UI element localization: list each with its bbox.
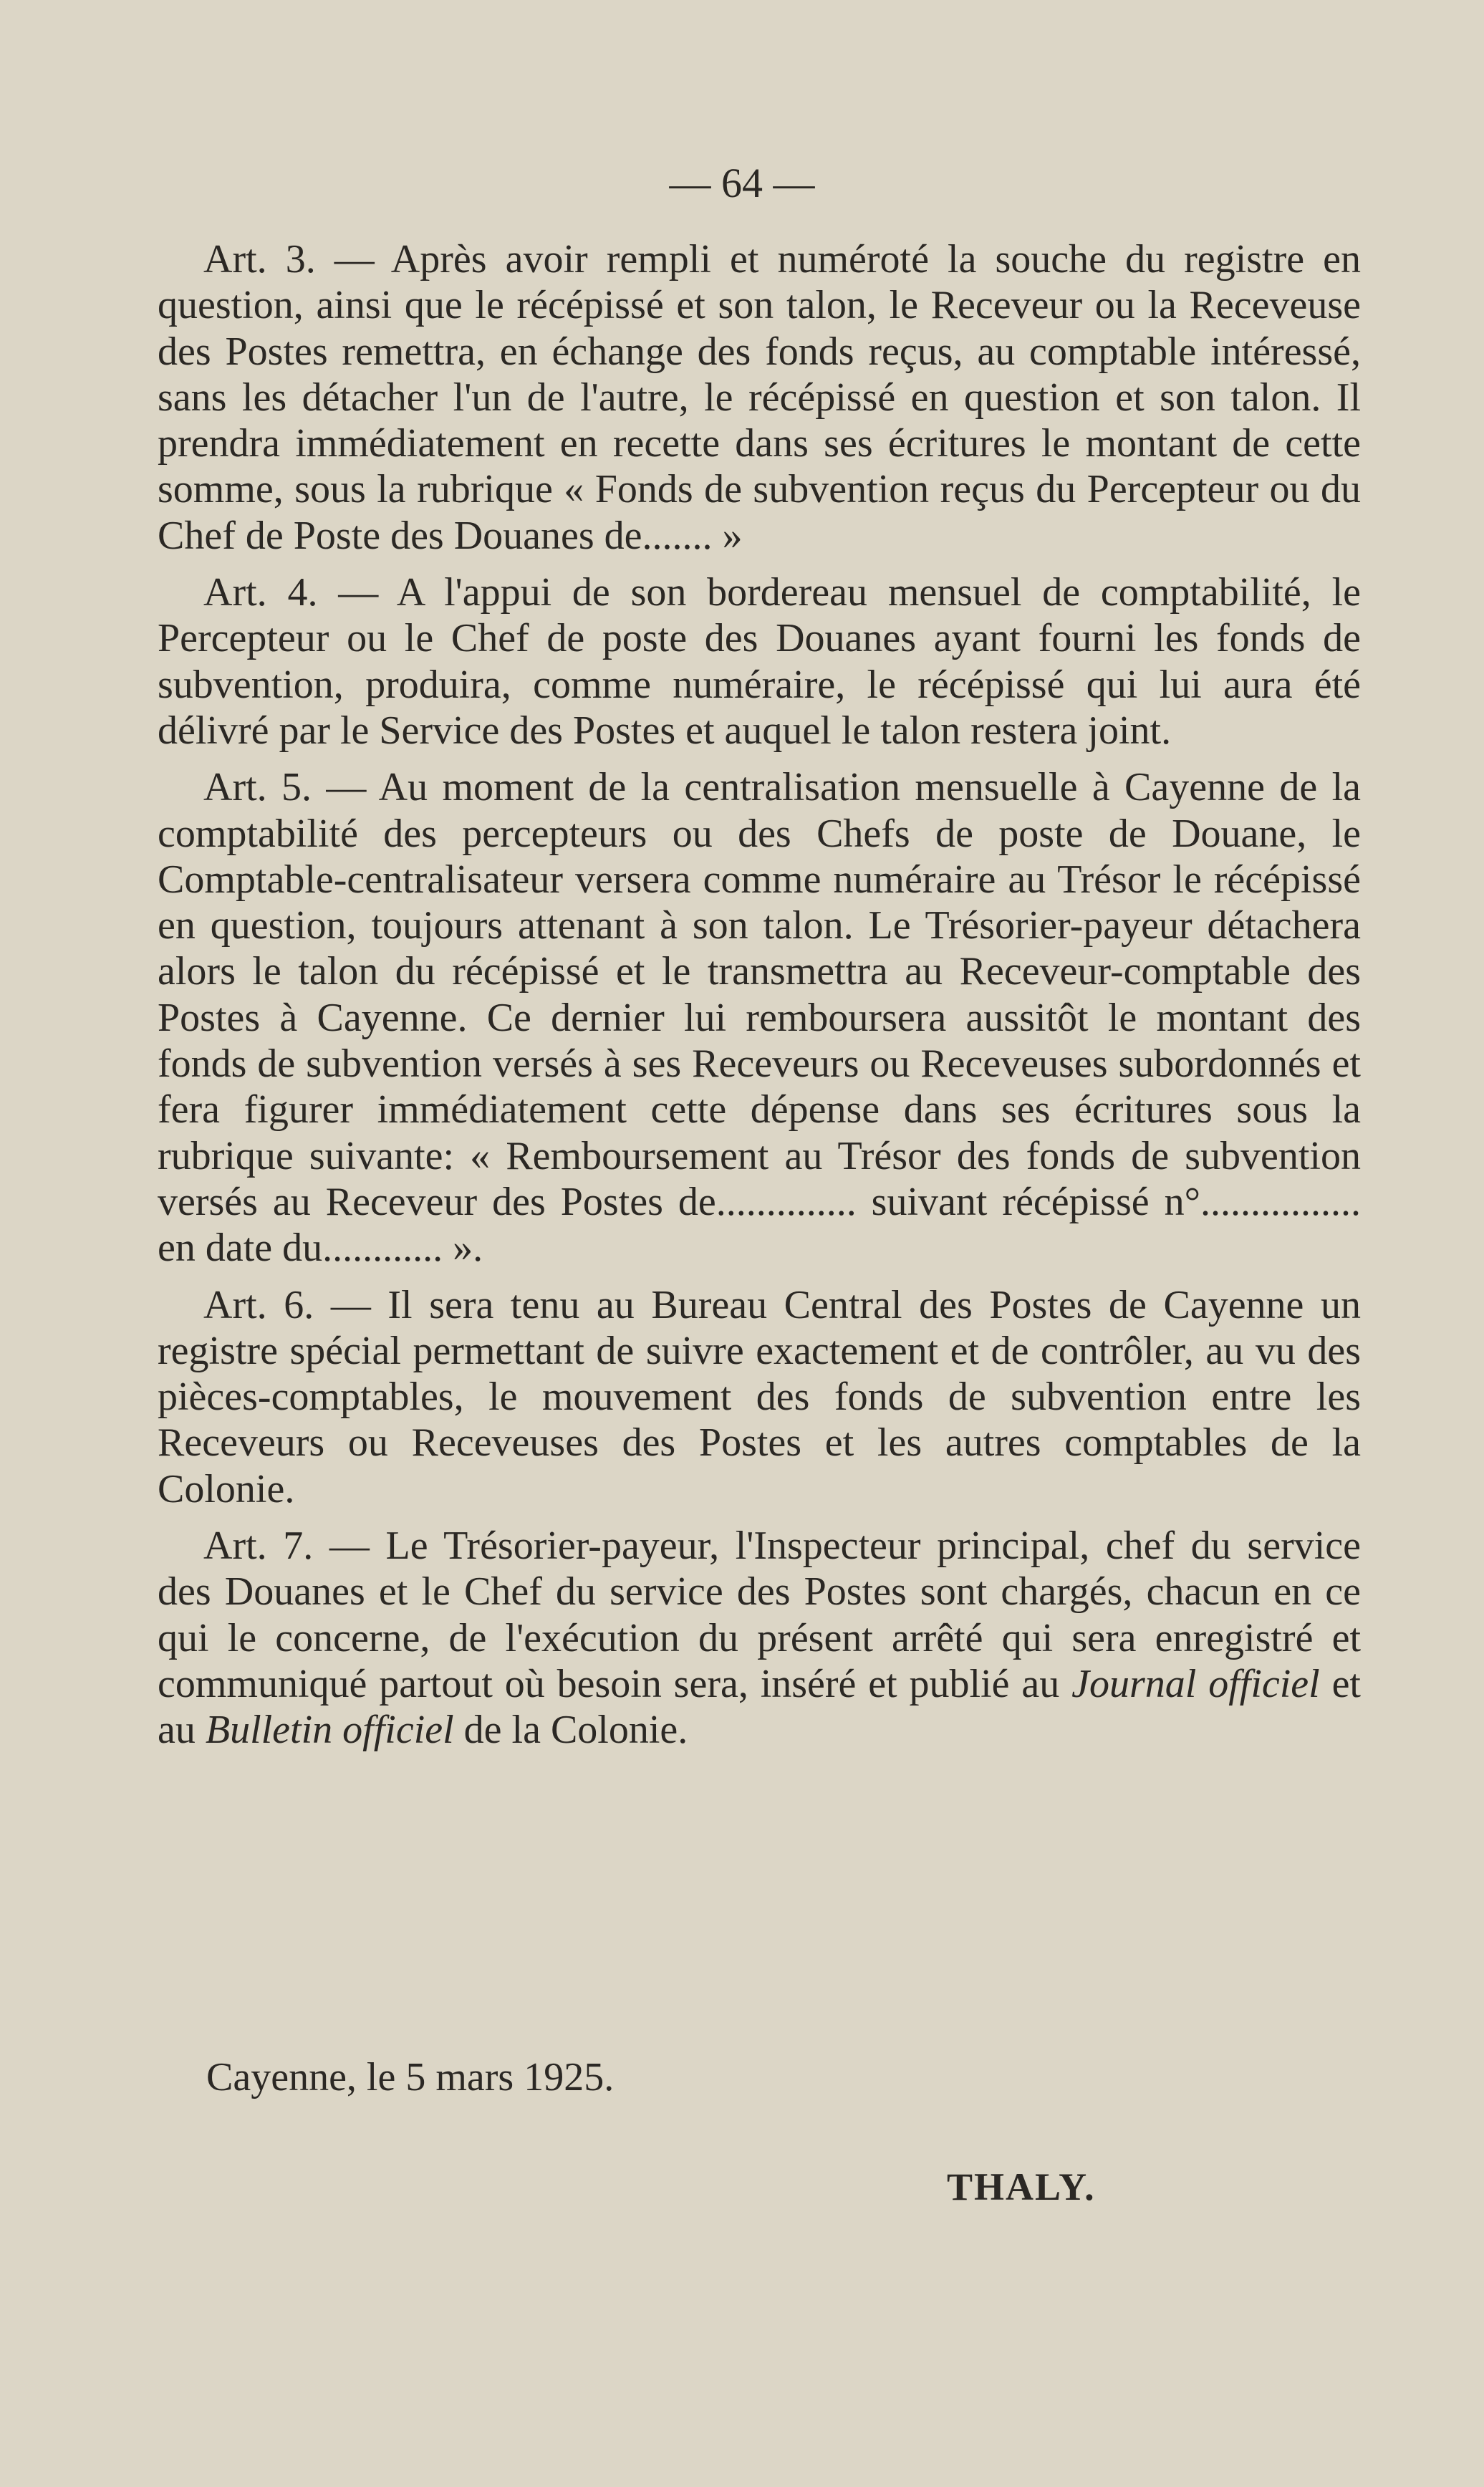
date-line: Cayenne, le 5 mars 1925. [206, 2055, 615, 2099]
article-7-text-middle: et au [158, 1661, 1361, 1753]
page-number: — 64 — [669, 160, 815, 206]
article-6: Art. 6. — Il sera tenu au Bureau Central des Postes de Cayenne un registre spécial permettant de suivre exactement et de contrôler, au vu des pièces-comptables, le mouvement des fonds de subvention entre les Receveurs ou Receveuses des Postes et les autres comptables de la Colonie. [158, 1282, 1361, 1511]
article-7-text-end: de la Colonie. [453, 1708, 688, 1753]
article-5: Art. 5. — Au moment de la centralisation mensuelle à Cayenne de la comptabilité des percepteurs ou des Chefs de poste de Douane, le Comptable-centralisateur versera comme numéraire au Trésor le récépissé en question, toujours attenant à son talon. Le Trésorier-payeur détachera alors le talon du récépissé et le transmettra au Receveur-comptable des Postes à Cayenne. Ce dernier lui remboursera aussitôt le montant des fonds de subvention versés à ses Receveurs ou Receveuses subordonnés et fera figurer immédiatement cette dépense dans ses écritures sous la rubrique suivante: « Remboursement au Trésor des fonds de subvention versés au Receveur des Postes de.............. suivant récépissé n°................ en date du............ ». [158, 765, 1361, 1271]
article-body [158, 236, 1361, 1764]
journal-officiel-title: Journal officiel [1071, 1661, 1320, 1706]
article-4: Art. 4. — A l'appui de son bordereau mensuel de comptabilité, le Percepteur ou le Chef de poste des Douanes ayant fourni les fonds de subvention, produira, comme numéraire, le récépissé qui lui aura été délivré par le Service des Postes et auquel le talon restera joint. [158, 570, 1361, 753]
signature: THALY. [947, 2165, 1096, 2208]
article-7 [158, 1523, 1361, 1753]
article-3: Art. 3. — Après avoir rempli et numéroté la souche du registre en question, ainsi que le récépissé et son talon, le Receveur ou la Receveuse des Postes remettra, en échange des fonds reçus, au comptable intéressé, sans les détacher l'un de l'autre, le récépissé en question et son talon. Il prendra immédiatement en recette dans ses écritures le montant de cette somme, sous la rubrique « Fonds de subvention reçus du Percepteur ou du Chef de Poste des Douanes de....... » [158, 237, 1361, 558]
bulletin-officiel-title: Bulletin officiel [205, 1708, 454, 1753]
article-7-text-start: Art. 7. — Le Trésorier-payeur, l'Inspecteur principal, chef du service des Douanes et le Chef du service des Postes sont chargés, chacun en ce qui le concerne, de l'exécution du présent arrêté qui sera enregistré et communiqué partout où besoin sera, inséré et publié au [158, 1524, 1361, 1706]
